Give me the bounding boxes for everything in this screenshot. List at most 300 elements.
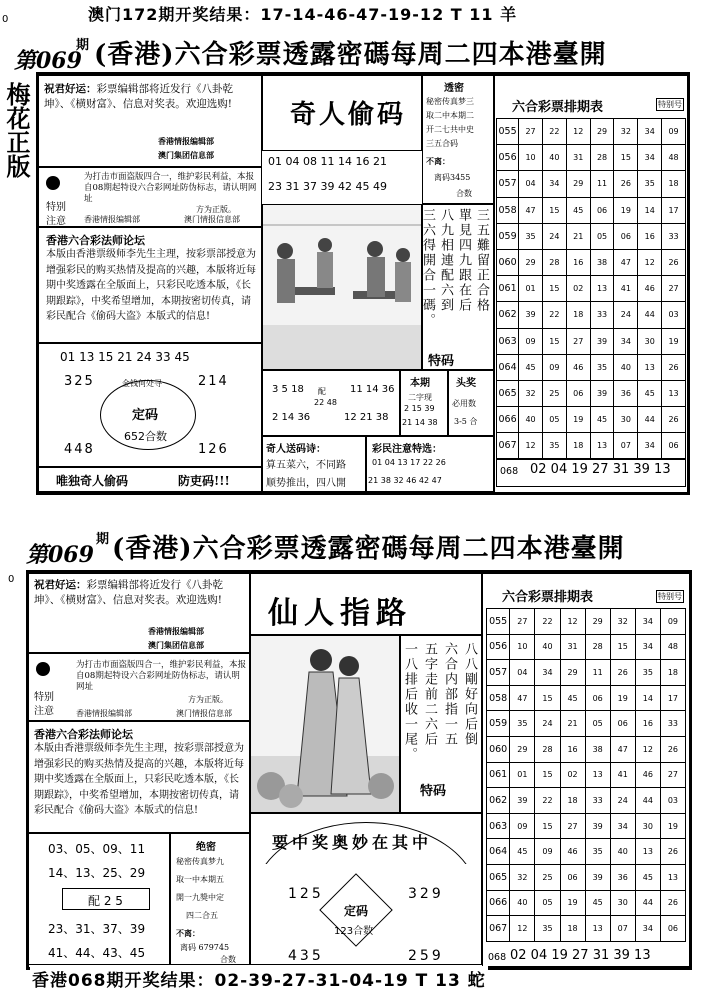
schedule-number-cell: 34 bbox=[542, 171, 566, 197]
schedule-number-cell: 38 bbox=[590, 249, 614, 275]
poem-col-2d: 一八排后收一尾。 bbox=[402, 642, 417, 762]
schedule-number-cell: 14 bbox=[638, 197, 662, 223]
schedule-number-cell: 26 bbox=[610, 660, 635, 686]
schedule-number-cell: 17 bbox=[662, 197, 686, 223]
schedule-row bbox=[487, 609, 686, 635]
buli-b-1: 合数 bbox=[456, 189, 472, 198]
schedule-number-cell: 38 bbox=[585, 736, 610, 762]
schedule-number-cell: 19 bbox=[610, 685, 635, 711]
schedule-issue-cell: 065 bbox=[497, 380, 519, 406]
schedule-number-cell: 33 bbox=[660, 711, 685, 737]
side-brand: 梅花正版 bbox=[2, 82, 31, 178]
schedule-number-cell: 40 bbox=[535, 634, 560, 660]
schedule-number-cell: 41 bbox=[614, 276, 638, 302]
schedule-number-cell: 06 bbox=[560, 864, 585, 890]
schedule-number-cell: 29 bbox=[560, 660, 585, 686]
schedule-number-cell: 28 bbox=[535, 736, 560, 762]
schedule-number-cell: 29 bbox=[519, 249, 543, 275]
schedule-number-cell: 22 bbox=[535, 788, 560, 814]
schedule-issue-cell: 063 bbox=[487, 813, 510, 839]
bomb-icon-2 bbox=[36, 662, 50, 676]
main-title-2: (香港)六合彩票透露密碼每周二四本港臺開 bbox=[112, 534, 625, 564]
schedule-number-cell: 16 bbox=[638, 223, 662, 249]
schedule-number-cell: 10 bbox=[519, 145, 543, 171]
schedule-number-cell: 24 bbox=[542, 223, 566, 249]
qi-label-1: 本期 bbox=[410, 378, 430, 389]
schedule-row bbox=[487, 813, 686, 839]
schedule-number-cell: 30 bbox=[610, 890, 635, 916]
top-result-banner: 澳门172期开奖结果：17-14-46-47-19-12 T 11 羊 bbox=[88, 5, 518, 24]
schedule-table-2 bbox=[486, 608, 686, 942]
issue-label-1: 第069 bbox=[14, 48, 82, 74]
schedule-number-cell: 47 bbox=[510, 685, 535, 711]
secret-l2-1: 取二中本期二 bbox=[426, 111, 474, 120]
greeting-body-1: 彩票编辑部将近发行《八卦乾坤》、《横财富》、信息对奖表。欢迎选购! bbox=[44, 83, 233, 110]
schedule-issue-cell: 062 bbox=[497, 302, 519, 328]
schedule-number-cell: 26 bbox=[614, 171, 638, 197]
schedule-number-cell: 27 bbox=[519, 119, 543, 145]
panel2-title: 仙人指路 bbox=[268, 596, 412, 631]
schedule-badge-1: 特别号 bbox=[658, 100, 682, 109]
poem-col-1a: 三五難留正合格 bbox=[474, 208, 489, 313]
schedule-number-cell: 03 bbox=[660, 788, 685, 814]
nums-row1-1: 01 04 08 11 14 16 21 bbox=[268, 155, 387, 168]
issue-prefix-1: 期 bbox=[76, 38, 90, 53]
schedule-row bbox=[487, 685, 686, 711]
schedule-issue-cell: 059 bbox=[487, 711, 510, 737]
schedule-number-cell: 15 bbox=[535, 813, 560, 839]
greeting-sign1-1: 香港情报编辑部 bbox=[158, 136, 214, 146]
mid-pei-a-1: 配 bbox=[318, 387, 326, 396]
schedule-number-cell: 46 bbox=[638, 276, 662, 302]
schedule-issue-cell: 067 bbox=[487, 916, 510, 942]
schedule-number-cell: 39 bbox=[510, 788, 535, 814]
schedule-number-cell: 09 bbox=[660, 609, 685, 635]
notice-text-1: 为打击市面盗版四合一，维护彩民利益，本报自08期起特设六合彩网址防伪标志，请认明网址 bbox=[84, 172, 257, 204]
schedule-number-cell: 18 bbox=[566, 302, 590, 328]
song-l2-1: 顺势推出，四八開 bbox=[266, 478, 346, 489]
schedule-number-cell: 45 bbox=[560, 685, 585, 711]
schedule-number-cell: 22 bbox=[535, 609, 560, 635]
corner-tr-2: 329 bbox=[408, 886, 444, 902]
schedule-number-cell: 48 bbox=[660, 634, 685, 660]
schedule-row bbox=[497, 433, 686, 459]
schedule-number-cell: 34 bbox=[610, 813, 635, 839]
secret-l4-2: 四二合五 bbox=[186, 911, 218, 920]
schedule-issue-cell: 055 bbox=[497, 119, 519, 145]
schedule-title-2: 六合彩票排期表 bbox=[502, 590, 594, 605]
arc-text-1: 金钱何处寻 bbox=[122, 379, 162, 388]
schedule-number-cell: 15 bbox=[610, 634, 635, 660]
panel1-title: 奇人偷码 bbox=[290, 100, 407, 130]
left-row-2e: 41、44、43、45 bbox=[48, 946, 146, 960]
mid-pei-b-1: 22 48 bbox=[314, 398, 337, 407]
schedule-number-cell: 26 bbox=[662, 407, 686, 433]
schedule-row bbox=[497, 171, 686, 197]
schedule-number-cell: 39 bbox=[590, 328, 614, 354]
schedule-number-cell: 35 bbox=[519, 223, 543, 249]
fairy-illustration bbox=[250, 635, 400, 813]
schedule-number-cell: 27 bbox=[510, 609, 535, 635]
buli-1: 不离： bbox=[426, 156, 450, 166]
scene-illustration-1 bbox=[262, 204, 422, 370]
schedule-number-cell: 19 bbox=[566, 407, 590, 433]
schedule-row bbox=[497, 302, 686, 328]
schedule-row bbox=[497, 223, 686, 249]
schedule-row bbox=[487, 660, 686, 686]
mid-a-1: 3 5 18 bbox=[272, 384, 304, 395]
buli-a-2: 离码 679745 bbox=[180, 943, 230, 952]
schedule-number-cell: 21 bbox=[566, 223, 590, 249]
schedule-number-cell: 07 bbox=[610, 916, 635, 942]
mid-c-1: 11 14 36 bbox=[350, 384, 395, 395]
schedule-issue-cell: 057 bbox=[497, 171, 519, 197]
schedule-number-cell: 47 bbox=[614, 249, 638, 275]
schedule-number-cell: 29 bbox=[585, 609, 610, 635]
schedule-issue-cell: 057 bbox=[487, 660, 510, 686]
schedule-number-cell: 13 bbox=[662, 380, 686, 406]
schedule-number-cell: 07 bbox=[614, 433, 638, 459]
schedule-issue-cell: 062 bbox=[487, 788, 510, 814]
schedule-number-cell: 31 bbox=[560, 634, 585, 660]
schedule-number-cell: 10 bbox=[510, 634, 535, 660]
corner-bl-2: 435 bbox=[288, 948, 324, 964]
schedule-issue-cell: 059 bbox=[497, 223, 519, 249]
schedule-number-cell: 45 bbox=[590, 407, 614, 433]
schedule-issue-cell: 064 bbox=[487, 839, 510, 865]
ding-label-2: 定码 bbox=[344, 904, 369, 918]
notice-label2-1: 注意 bbox=[46, 216, 66, 227]
schedule-number-cell: 16 bbox=[635, 711, 660, 737]
side-zero-1: 0 bbox=[2, 14, 9, 25]
greeting-body-2: 彩票编辑部将近发行《八卦乾坤》、《横财富》、信息对奖表。欢迎选购! bbox=[34, 579, 223, 606]
schedule-number-cell: 47 bbox=[610, 736, 635, 762]
schedule-number-cell: 13 bbox=[585, 762, 610, 788]
tou-l2-1: 3-5 合 bbox=[454, 417, 478, 426]
schedule-number-cell: 12 bbox=[519, 433, 543, 459]
schedule-last-nums-2: 02 04 19 27 31 39 13 bbox=[510, 948, 651, 963]
corner-tl-2: 125 bbox=[288, 886, 324, 902]
main-title-1: (香港)六合彩票透露密碼每周二四本港臺開 bbox=[94, 40, 607, 70]
issue-prefix-2: 期 bbox=[96, 532, 110, 547]
schedule-number-cell: 44 bbox=[638, 407, 662, 433]
song-l1-1: 算五菜六，不同路 bbox=[266, 460, 346, 471]
left-row-2d: 23、31、37、39 bbox=[48, 922, 146, 936]
schedule-number-cell: 18 bbox=[560, 788, 585, 814]
schedule-number-cell: 06 bbox=[566, 380, 590, 406]
schedule-row bbox=[487, 788, 686, 814]
schedule-number-cell: 18 bbox=[566, 433, 590, 459]
mid-d-1: 12 21 38 bbox=[344, 412, 389, 423]
poem-col-1d: 三六得開合一碼。 bbox=[420, 208, 435, 328]
side-zero-2: 0 bbox=[8, 574, 15, 585]
left-row-2b: 14、13、25、29 bbox=[48, 866, 146, 880]
ding-sub-2: 123合数 bbox=[334, 926, 374, 937]
schedule-number-cell: 06 bbox=[585, 685, 610, 711]
buli-2: 不离： bbox=[176, 928, 200, 938]
schedule-number-cell: 17 bbox=[660, 685, 685, 711]
schedule-number-cell: 45 bbox=[635, 864, 660, 890]
schedule-number-cell: 15 bbox=[542, 276, 566, 302]
notice-label2-2: 注意 bbox=[34, 706, 54, 717]
schedule-number-cell: 11 bbox=[590, 171, 614, 197]
schedule-number-cell: 29 bbox=[590, 119, 614, 145]
schedule-row bbox=[497, 328, 686, 354]
schedule-number-cell: 01 bbox=[510, 762, 535, 788]
schedule-row bbox=[487, 916, 686, 942]
schedule-number-cell: 15 bbox=[542, 197, 566, 223]
schedule-number-cell: 03 bbox=[662, 302, 686, 328]
schedule-issue-cell: 055 bbox=[487, 609, 510, 635]
forum-text-2: 本版由香港票级师李先生主理，按彩票部授意为增强彩民的购买热情及提高的兴趣，本版将近每期中奖透露在全版面上，只彩民吃透本版，《长期跟踪》，中奖希望增加，本期按密切传真，请彩民配合《偷码大盗》本版式的信息! bbox=[34, 743, 244, 816]
schedule-row bbox=[497, 197, 686, 223]
schedule-number-cell: 18 bbox=[662, 171, 686, 197]
schedule-number-cell: 29 bbox=[566, 171, 590, 197]
buli-b-2: 合数 bbox=[220, 955, 236, 964]
schedule-number-cell: 39 bbox=[590, 380, 614, 406]
schedule-number-cell: 27 bbox=[560, 813, 585, 839]
schedule-row bbox=[487, 711, 686, 737]
greeting-text-1 bbox=[44, 82, 258, 112]
schedule-last-issue-2: 068 bbox=[488, 952, 507, 963]
schedule-row bbox=[497, 380, 686, 406]
schedule-number-cell: 34 bbox=[635, 634, 660, 660]
notice-label1-1: 特别 bbox=[46, 202, 66, 213]
schedule-number-cell: 44 bbox=[638, 302, 662, 328]
mf-l2-1: 21 38 32 46 42 47 bbox=[368, 476, 442, 485]
schedule-number-cell: 30 bbox=[635, 813, 660, 839]
schedule-number-cell: 45 bbox=[638, 380, 662, 406]
schedule-number-cell: 46 bbox=[566, 354, 590, 380]
schedule-number-cell: 35 bbox=[510, 711, 535, 737]
schedule-number-cell: 34 bbox=[635, 609, 660, 635]
schedule-issue-cell: 056 bbox=[497, 145, 519, 171]
poem-col-2c: 五字走前二六后 bbox=[422, 642, 437, 747]
schedule-issue-cell: 063 bbox=[497, 328, 519, 354]
schedule-number-cell: 36 bbox=[610, 864, 635, 890]
schedule-number-cell: 12 bbox=[635, 736, 660, 762]
schedule-number-cell: 34 bbox=[635, 916, 660, 942]
schedule-title-1: 六合彩票排期表 bbox=[512, 100, 604, 115]
schedule-number-cell: 06 bbox=[614, 223, 638, 249]
schedule-number-cell: 34 bbox=[535, 660, 560, 686]
arc-text-2: 要中奖奥妙在其中 bbox=[272, 833, 433, 852]
schedule-number-cell: 13 bbox=[660, 864, 685, 890]
schedule-number-cell: 32 bbox=[610, 609, 635, 635]
notice-sign-a-2: 方为正版。 bbox=[188, 695, 228, 704]
schedule-number-cell: 06 bbox=[660, 916, 685, 942]
schedule-number-cell: 25 bbox=[535, 864, 560, 890]
schedule-number-cell: 39 bbox=[585, 813, 610, 839]
schedule-number-cell: 46 bbox=[560, 839, 585, 865]
schedule-row bbox=[487, 864, 686, 890]
schedule-number-cell: 48 bbox=[662, 145, 686, 171]
schedule-number-cell: 12 bbox=[566, 119, 590, 145]
schedule-number-cell: 11 bbox=[585, 660, 610, 686]
schedule-table-1 bbox=[496, 118, 686, 459]
schedule-number-cell: 04 bbox=[519, 171, 543, 197]
schedule-row bbox=[487, 890, 686, 916]
schedule-number-cell: 31 bbox=[566, 145, 590, 171]
schedule-issue-cell: 064 bbox=[497, 354, 519, 380]
schedule-badge-2: 特别号 bbox=[658, 592, 682, 601]
corner-br-1: 126 bbox=[198, 442, 229, 457]
notice-text-2: 为打击市面盗版四合一，维护彩民利益，本报自08期起特设六合彩网址防伪标志，请认明网址 bbox=[76, 660, 247, 692]
schedule-number-cell: 18 bbox=[560, 916, 585, 942]
schedule-number-cell: 13 bbox=[585, 916, 610, 942]
slogan-left-1: 唯独奇人偷码 bbox=[56, 474, 129, 488]
schedule-row bbox=[497, 407, 686, 433]
notice-sign-c-2: 澳门情报信息部 bbox=[176, 709, 232, 718]
schedule-number-cell: 33 bbox=[590, 302, 614, 328]
nums-row2-1: 23 31 37 39 42 45 49 bbox=[268, 180, 387, 193]
secret-title-1: 透密 bbox=[444, 83, 464, 94]
schedule-number-cell: 15 bbox=[535, 762, 560, 788]
schedule-number-cell: 26 bbox=[660, 890, 685, 916]
schedule-issue-cell: 065 bbox=[487, 864, 510, 890]
schedule-number-cell: 15 bbox=[542, 328, 566, 354]
schedule-number-cell: 28 bbox=[590, 145, 614, 171]
issue-label-2: 第069 bbox=[26, 542, 94, 568]
left-row-2a: 03、05、09、11 bbox=[48, 842, 146, 856]
poem-col-1c: 八九相連配六到 bbox=[438, 208, 453, 313]
schedule-row bbox=[487, 762, 686, 788]
schedule-number-cell: 19 bbox=[614, 197, 638, 223]
schedule-number-cell: 35 bbox=[590, 354, 614, 380]
greeting-title-2: 祝君好运： bbox=[34, 579, 87, 591]
mid-b-1: 2 14 36 bbox=[272, 412, 311, 423]
schedule-number-cell: 36 bbox=[614, 380, 638, 406]
schedule-number-cell: 06 bbox=[610, 711, 635, 737]
schedule-row bbox=[497, 276, 686, 302]
schedule-number-cell: 29 bbox=[510, 736, 535, 762]
schedule-number-cell: 15 bbox=[614, 145, 638, 171]
fairy-image bbox=[251, 636, 400, 813]
schedule-row bbox=[487, 634, 686, 660]
secret-l3-1: 开二七共中史 bbox=[426, 125, 474, 134]
schedule-issue-cell: 066 bbox=[487, 890, 510, 916]
schedule-number-cell: 32 bbox=[614, 119, 638, 145]
tema-label-2: 特码 bbox=[420, 784, 447, 799]
schedule-number-cell: 33 bbox=[585, 788, 610, 814]
schedule-number-cell: 34 bbox=[638, 119, 662, 145]
schedule-number-cell: 09 bbox=[542, 354, 566, 380]
schedule-number-cell: 26 bbox=[662, 249, 686, 275]
schedule-number-cell: 39 bbox=[519, 302, 543, 328]
qi-n2-1: 21 14 38 bbox=[402, 418, 438, 427]
schedule-number-cell: 19 bbox=[662, 328, 686, 354]
schedule-issue-cell: 060 bbox=[487, 736, 510, 762]
schedule-number-cell: 26 bbox=[660, 736, 685, 762]
schedule-number-cell: 22 bbox=[542, 302, 566, 328]
schedule-number-cell: 28 bbox=[585, 634, 610, 660]
poem-col-1b: 單見四九跟在后 bbox=[456, 208, 471, 313]
schedule-number-cell: 47 bbox=[519, 197, 543, 223]
schedule-number-cell: 13 bbox=[590, 276, 614, 302]
schedule-number-cell: 40 bbox=[614, 354, 638, 380]
schedule-number-cell: 30 bbox=[638, 328, 662, 354]
schedule-number-cell: 15 bbox=[535, 685, 560, 711]
schedule-number-cell: 06 bbox=[662, 433, 686, 459]
secret-l1-2: 秘密传真梦九 bbox=[176, 857, 224, 866]
schedule-number-cell: 09 bbox=[535, 839, 560, 865]
schedule-number-cell: 44 bbox=[635, 890, 660, 916]
slogan-right-1: 防吏码!!! bbox=[178, 474, 230, 488]
schedule-number-cell: 41 bbox=[610, 762, 635, 788]
schedule-number-cell: 45 bbox=[519, 354, 543, 380]
schedule-number-cell: 27 bbox=[566, 328, 590, 354]
schedule-number-cell: 45 bbox=[566, 197, 590, 223]
schedule-number-cell: 34 bbox=[638, 433, 662, 459]
schedule-number-cell: 39 bbox=[585, 864, 610, 890]
notice-sign-b-2: 香港情报编辑部 bbox=[76, 709, 132, 718]
forum-text-1: 本版由香港票级师李先生主理，按彩票部授意为增强彩民的购买热情及提高的兴趣，本版将近每期中奖透露在全版面上，只彩民吃透本版，《长期跟踪》，中奖希望增加，本期按密切传真，请彩民配合《偷码大盗》本版式的信息! bbox=[46, 249, 256, 322]
schedule-number-cell: 35 bbox=[638, 171, 662, 197]
schedule-number-cell: 12 bbox=[560, 609, 585, 635]
schedule-number-cell: 25 bbox=[542, 380, 566, 406]
schedule-last-nums-1: 02 04 19 27 31 39 13 bbox=[530, 462, 671, 477]
tou-l1-1: 必用数 bbox=[452, 399, 476, 408]
schedule-number-cell: 24 bbox=[614, 302, 638, 328]
secret-l3-2: 開一九獎中定 bbox=[176, 893, 224, 902]
schedule-number-cell: 05 bbox=[542, 407, 566, 433]
schedule-number-cell: 01 bbox=[519, 276, 543, 302]
schedule-issue-cell: 060 bbox=[497, 249, 519, 275]
greeting-sign2-1: 澳门集团信息部 bbox=[158, 150, 214, 160]
secret-l2-2: 取一中本期五 bbox=[176, 875, 224, 884]
mf-l1-1: 01 04 13 17 22 26 bbox=[372, 458, 446, 467]
schedule-number-cell: 33 bbox=[662, 223, 686, 249]
schedule-number-cell: 40 bbox=[510, 890, 535, 916]
schedule-number-cell: 22 bbox=[542, 119, 566, 145]
corner-bl-1: 448 bbox=[64, 442, 95, 457]
schedule-number-cell: 30 bbox=[614, 407, 638, 433]
schedule-number-cell: 09 bbox=[510, 813, 535, 839]
schedule-number-cell: 34 bbox=[614, 328, 638, 354]
schedule-issue-cell: 067 bbox=[497, 433, 519, 459]
schedule-number-cell: 32 bbox=[510, 864, 535, 890]
secret-l4-1: 三五合码 bbox=[426, 139, 458, 148]
schedule-number-cell: 40 bbox=[610, 839, 635, 865]
schedule-number-cell: 19 bbox=[660, 813, 685, 839]
notice-label1-2: 特别 bbox=[34, 692, 54, 703]
schedule-row bbox=[497, 119, 686, 145]
schedule-number-cell: 24 bbox=[610, 788, 635, 814]
figures-image bbox=[263, 205, 422, 370]
schedule-number-cell: 40 bbox=[542, 145, 566, 171]
schedule-row bbox=[497, 145, 686, 171]
schedule-number-cell: 13 bbox=[635, 839, 660, 865]
corner-tr-1: 214 bbox=[198, 374, 229, 389]
schedule-row bbox=[497, 249, 686, 275]
schedule-number-cell: 06 bbox=[590, 197, 614, 223]
corner-br-2: 259 bbox=[408, 948, 444, 964]
schedule-row bbox=[497, 354, 686, 380]
qi-n1-1: 2 15 39 bbox=[404, 404, 435, 413]
secret-title-2: 绝密 bbox=[196, 842, 216, 853]
greeting-sign2-2: 澳门集团信息部 bbox=[148, 640, 204, 650]
greeting-sign1-2: 香港情报编辑部 bbox=[148, 626, 204, 636]
greeting-text-2 bbox=[34, 578, 248, 608]
left-row-2c: 配 2 5 bbox=[88, 894, 123, 908]
schedule-number-cell: 27 bbox=[660, 762, 685, 788]
schedule-number-cell: 13 bbox=[590, 433, 614, 459]
schedule-issue-cell: 061 bbox=[497, 276, 519, 302]
poem-col-2a: 八八剛好向后倒 bbox=[462, 642, 477, 747]
schedule-number-cell: 14 bbox=[635, 685, 660, 711]
schedule-number-cell: 35 bbox=[542, 433, 566, 459]
schedule-issue-cell: 066 bbox=[497, 407, 519, 433]
